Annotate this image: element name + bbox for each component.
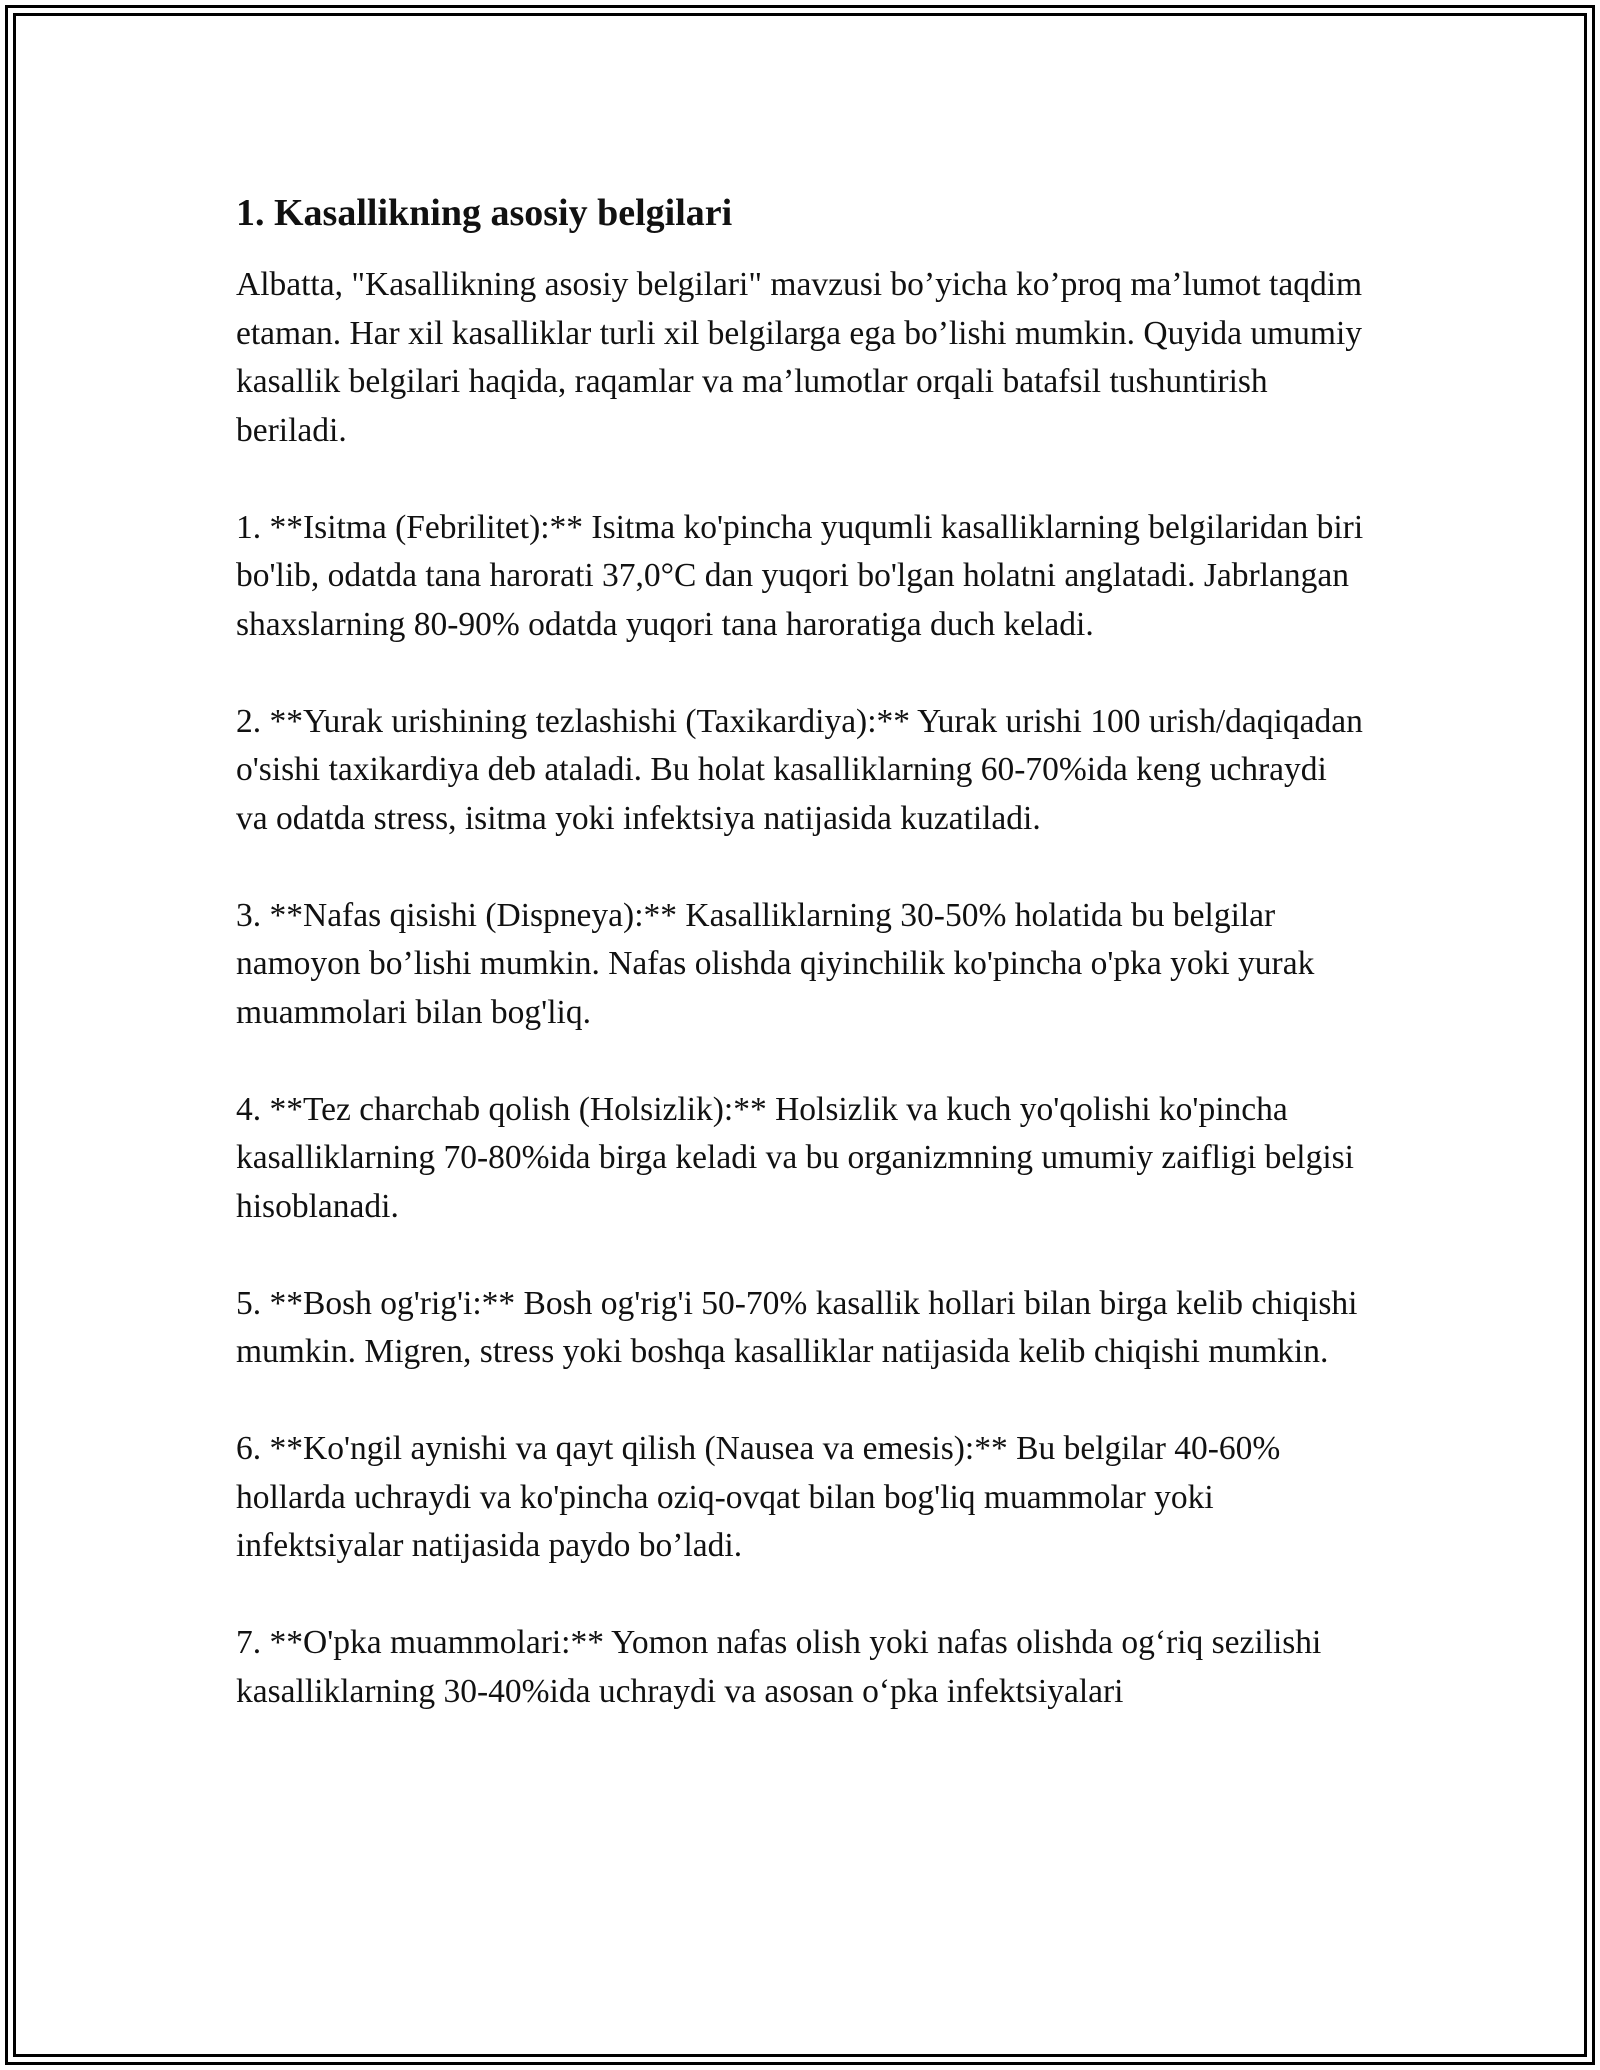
section-heading: 1. Kasallikning asosiy belgilari	[236, 192, 733, 234]
list-item-lung-problems: 7. **O'pka muammolari:** Yomon nafas olish yoki nafas olishda og‘riq sezilishi kasalliklarning 30-40%ida uchraydi va asosan o‘pka infektsiyalari	[236, 1624, 1322, 1710]
list-item-nausea: 6. **Ko'ngil aynishi va qayt qilish (Nausea va emesis):** Bu belgilar 40-60% hollarda uchraydi va ko'pincha oziq-ovqat bilan bog'liq muammolar yoki infektsiyalar natijasida paydo bo’ladi.	[236, 1430, 1281, 1564]
intro-paragraph: Albatta, "Kasallikning asosiy belgilari" mavzusi bo’yicha ko’proq ma’lumot taqdim etaman. Har xil kasalliklar turli xil belgilarga ega bo’lishi mumkin. Quyida umumiy kasallik belgilari haqida, raqamlar va ma’lumotlar orqali batafsil tushuntirish beriladi.	[236, 266, 1363, 449]
list-item-fever: 1. **Isitma (Febrilitet):** Isitma ko'pincha yuqumli kasalliklarning belgilaridan biri bo'lib, odatda tana harorati 37,0°C dan yuqori bo'lgan holatni anglatadi. Jabrlangan shaxslarning 80-90% odatda yuqori tana haroratiga duch keladi.	[236, 508, 1364, 643]
list-item-fatigue: 4. **Tez charchab qolish (Holsizlik):** Holsizlik va kuch yo'qolishi ko'pincha kasalliklarning 70-80%ida birga keladi va bu organizmning umumiy zaifligi belgisi hisoblanadi.	[236, 1090, 1354, 1225]
document-body	[236, 185, 1366, 1765]
list-item-headache: 5. **Bosh og'rig'i:** Bosh og'rig'i 50-70% kasallik hollari bilan birga kelib chiqishi mumkin. Migren, stress yoki boshqa kasalliklar natijasida kelib chiqishi mumkin.	[236, 1284, 1358, 1370]
list-item-dyspnea: 3. **Nafas qisishi (Dispneya):** Kasalliklarning 30-50% holatida bu belgilar namoyon bo’lishi mumkin. Nafas olishda qiyinchilik ko'pincha o'pka yoki yurak muammolari bilan bog'liq.	[236, 896, 1315, 1031]
list-item-tachycardia: 2. **Yurak urishining tezlashishi (Taxikardiya):** Yurak urishi 100 urish/daqiqadan o'sishi taxikardiya deb ataladi. Bu holat kasalliklarning 60-70%ida keng uchraydi va odatda stress, isitma yoki infektsiya natijasida kuzatiladi.	[236, 702, 1363, 837]
